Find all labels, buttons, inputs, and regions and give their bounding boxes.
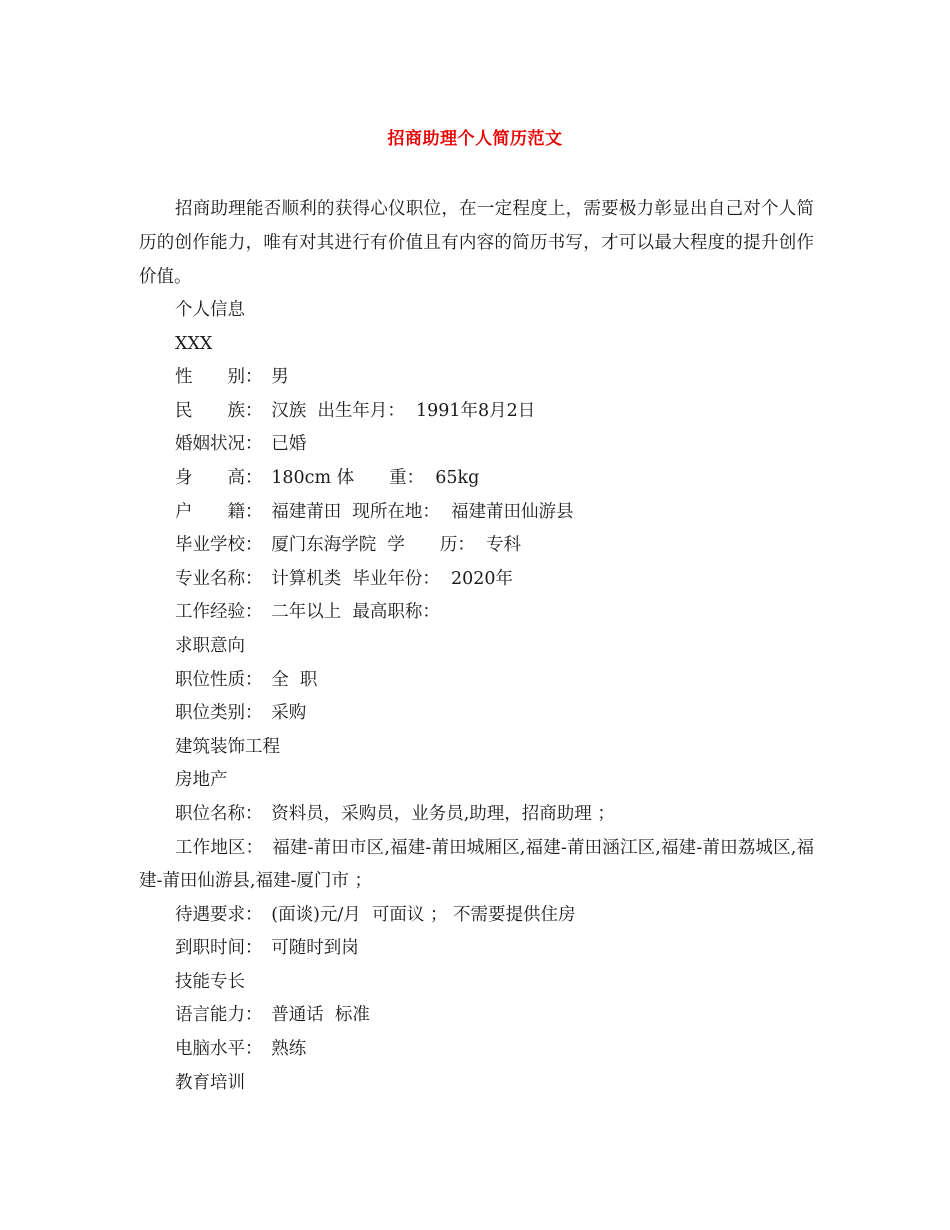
field-job-nature: 职位性质： 全 职 xyxy=(175,669,318,690)
field-work-area: 工作地区： 福建-莆田市区,福建-莆田城厢区,福建-莆田涵江区,福建-莆田荔城区,福建-莆田仙游县,福建-厦门市 ； xyxy=(139,837,814,892)
field-start-time: 到职时间： 可随时到岗 xyxy=(175,938,359,959)
field-school-education: 毕业学校： 厦门东海学院 学 历： 专科 xyxy=(175,535,521,556)
section-heading-personal-info: 个人信息 xyxy=(175,300,245,320)
job-category-item: 房地产 xyxy=(175,770,228,791)
section-heading-job-intention: 求职意向 xyxy=(175,635,245,656)
field-marital-status: 婚姻状况： 已婚 xyxy=(175,434,307,455)
document-title: 招商助理个人简历范文 xyxy=(387,129,563,149)
field-experience-title: 工作经验： 二年以上 最高职称： xyxy=(175,602,440,623)
field-major-graduation-year: 专业名称： 计算机类 毕业年份： 2020年 xyxy=(175,568,514,589)
resume-lines xyxy=(0,294,950,1100)
section-heading-skills: 技能专长 xyxy=(175,971,245,992)
job-category-item: 建筑装饰工程 xyxy=(175,736,280,757)
resume-name: XXX xyxy=(175,333,213,354)
field-height-weight: 身 高： 180cm 体 重： 65kg xyxy=(175,467,480,488)
section-heading-education-training: 教育培训 xyxy=(175,1072,245,1093)
field-job-category: 职位类别： 采购 xyxy=(175,703,307,724)
field-household-location: 户 籍： 福建莆田 现所在地： 福建莆田仙游县 xyxy=(175,501,574,522)
field-ethnicity-birthdate: 民 族： 汉族 出生年月： 1991年8月2日 xyxy=(175,400,536,421)
field-computer-level: 电脑水平： 熟练 xyxy=(175,1039,307,1060)
field-language: 语言能力： 普通话 标准 xyxy=(175,1005,370,1026)
field-job-titles: 职位名称： 资料员，采购员，业务员,助理，招商助理 ； xyxy=(175,803,615,824)
intro-paragraph: 招商助理能否顺利的获得心仪职位，在一定程度上，需要极力彰显出自己对个人简历的创作能力，唯有对其进行有价值且有内容的简历书写，才可以最大程度的提升创作价值。 xyxy=(139,199,814,287)
field-salary: 待遇要求： (面谈)元/月 可面议 ； 不需要提供住房 xyxy=(175,904,576,925)
field-gender: 性 别： 男 xyxy=(175,367,289,388)
